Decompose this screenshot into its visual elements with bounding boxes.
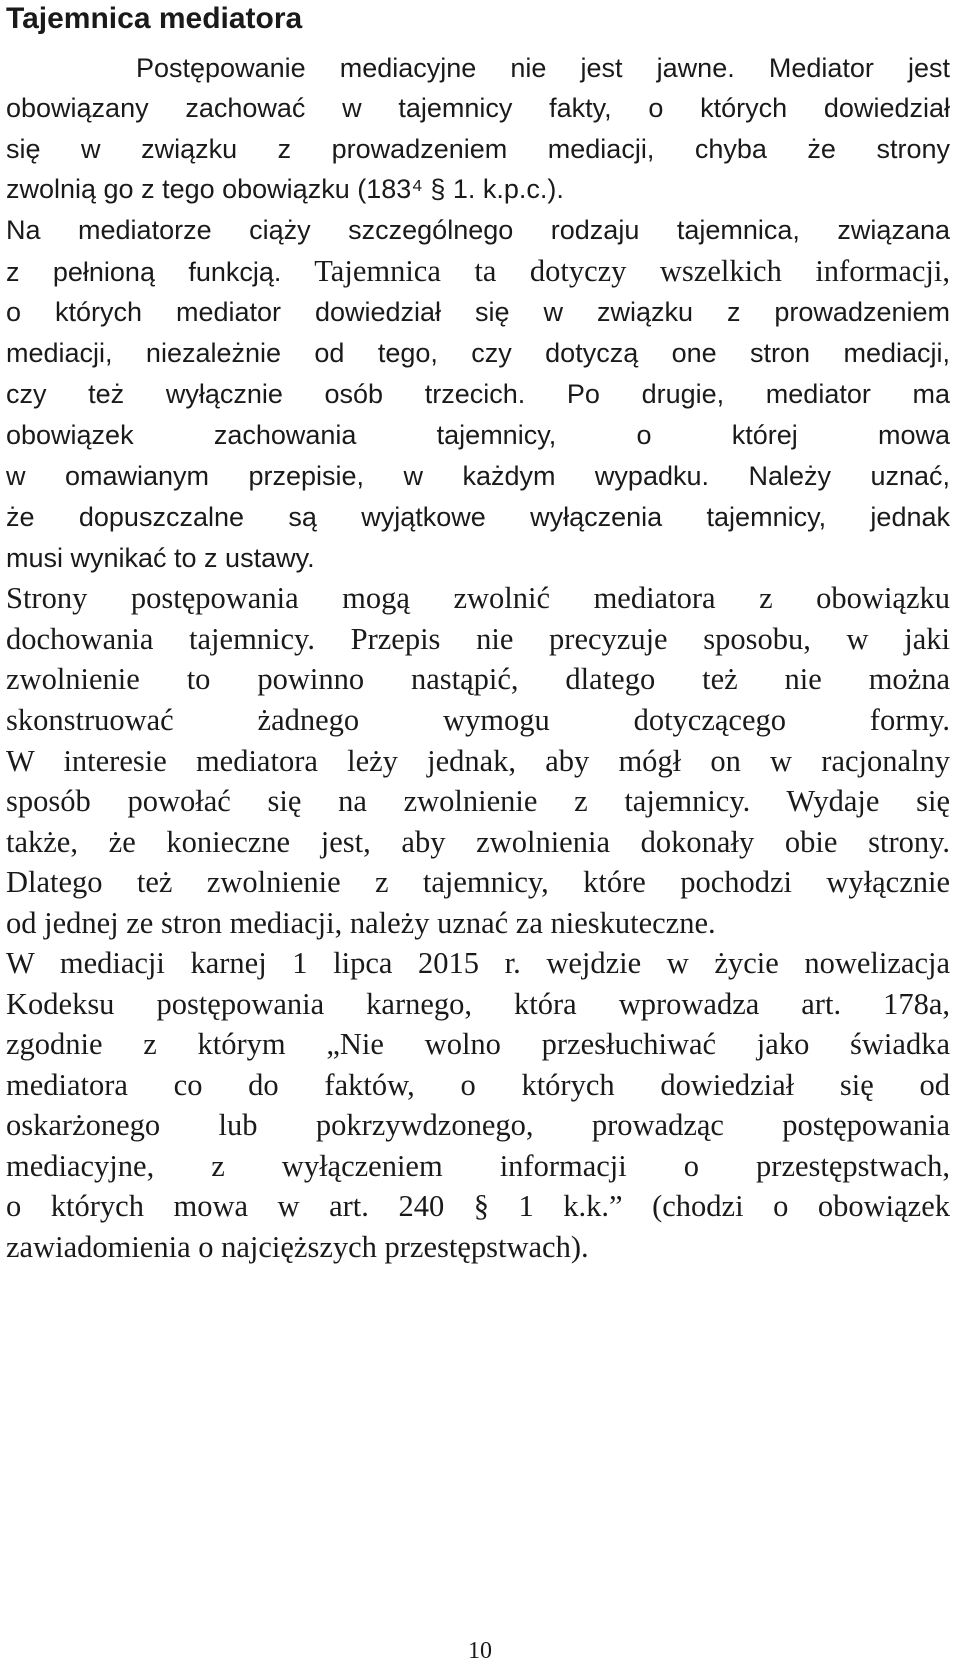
text-segment: Tajemnica ta dotyczy wszelkich informacji, [281, 254, 950, 288]
text-line: obowiązek zachowania tajemnicy, o której mowa [6, 420, 950, 450]
text-line: mediacyjne, z wyłączeniem informacji o przestępstwach, [6, 1149, 950, 1183]
text-line: zwolnienie to powinno nastąpić, dlatego też nie można [6, 662, 950, 696]
text-line: się w związku z prowadzeniem mediacji, chyba że strony [6, 134, 950, 164]
section-heading: Tajemnica mediatora [6, 2, 303, 35]
text-line: obowiązany zachować w tajemnicy fakty, o których dowiedział [6, 93, 950, 123]
text-line: mediatora co do faktów, o których dowiedział się od [6, 1068, 950, 1102]
text-line [6, 249, 950, 293]
text-line: Kodeksu postępowania karnego, która wprowadza art. 178a, [6, 987, 950, 1021]
text-line: że dopuszczalne są wyjątkowe wyłączenia tajemnicy, jednak [6, 502, 950, 532]
text-line: oskarżonego lub pokrzywdzonego, prowadząc postępowania [6, 1108, 950, 1142]
page-number: 10 [468, 1638, 492, 1664]
text-line: zawiadomienia o najcięższych przestępstwach). [6, 1230, 589, 1264]
text-line: o których mowa w art. 240 § 1 k.k.” (chodzi o obowiązek [6, 1189, 950, 1223]
text-line: o których mediator dowiedział się w związku z prowadzeniem [6, 297, 950, 327]
text-line: Dlatego też zwolnienie z tajemnicy, które pochodzi wyłącznie [6, 865, 950, 899]
text-line: Strony postępowania mogą zwolnić mediatora z obowiązku [6, 581, 950, 615]
text-line: sposób powołać się na zwolnienie z tajemnicy. Wydaje się [6, 784, 950, 818]
text-line: W mediacji karnej 1 lipca 2015 r. wejdzie w życie nowelizacja [6, 946, 950, 980]
text-line: zgodnie z którym „Nie wolno przesłuchiwać jako świadka [6, 1027, 950, 1061]
text-line: W interesie mediatora leży jednak, aby mógł on w racjonalny [6, 744, 950, 778]
text-line: dochowania tajemnicy. Przepis nie precyzuje sposobu, w jaki [6, 622, 950, 656]
text-line: Postępowanie mediacyjne nie jest jawne. Mediator jest [136, 53, 950, 83]
text-line: czy też wyłącznie osób trzecich. Po drugie, mediator ma [6, 379, 950, 409]
text-line: w omawianym przepisie, w każdym wypadku. Należy uznać, [6, 461, 950, 491]
text-line: Na mediatorze ciąży szczególnego rodzaju tajemnica, związana [6, 215, 950, 245]
text-line: od jednej ze stron mediacji, należy uznać za nieskuteczne. [6, 906, 716, 940]
text-line: zwolnią go z tego obowiązku (183⁴ § 1. k.p.c.). [6, 174, 564, 204]
text-line: mediacji, niezależnie od tego, czy dotyczą one stron mediacji, [6, 338, 950, 368]
text-line: także, że konieczne jest, aby zwolnienia dokonały obie strony. [6, 825, 950, 859]
text-line: skonstruować żadnego wymogu dotyczącego formy. [6, 703, 950, 737]
text-line: musi wynikać to z ustawy. [6, 543, 315, 573]
text-segment: z pełnioną funkcją. [6, 257, 282, 287]
